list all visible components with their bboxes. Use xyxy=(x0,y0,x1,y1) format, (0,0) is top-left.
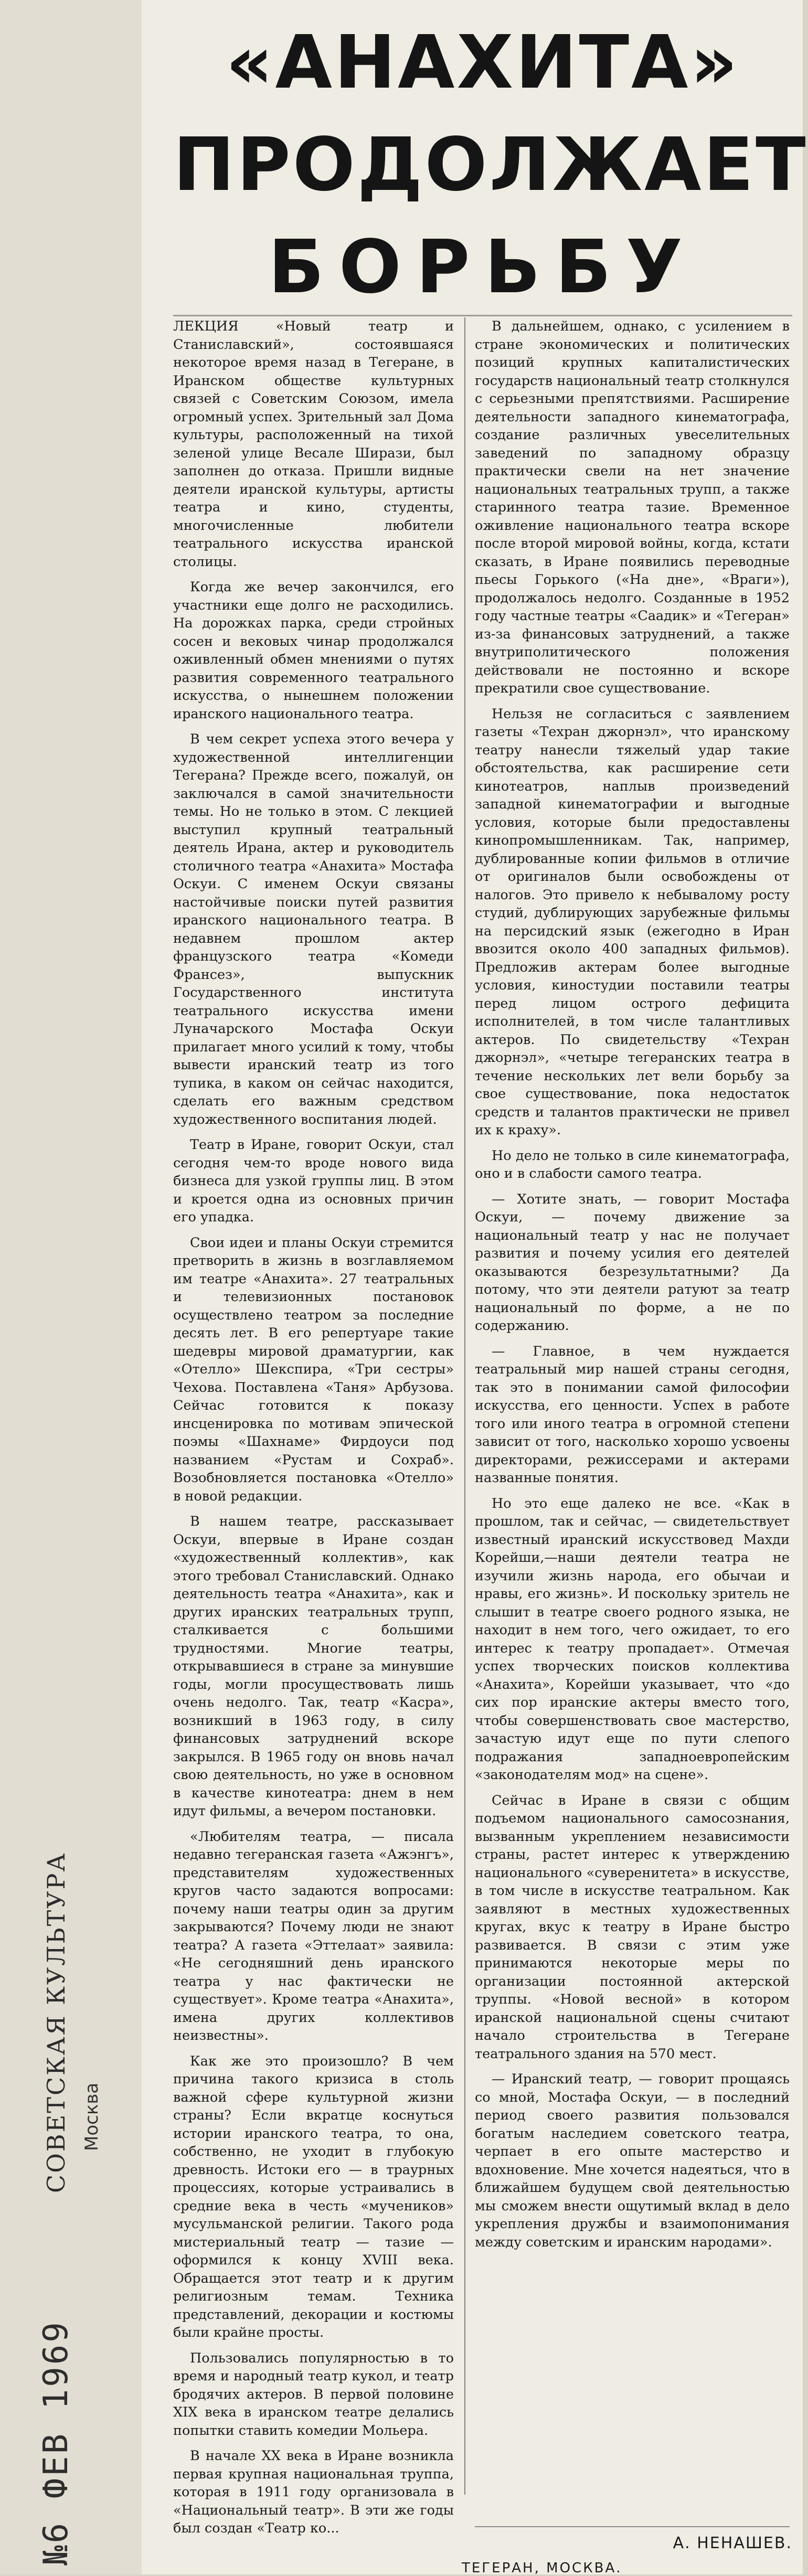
paragraph: Пользовались популярностью в то время и народный театр кукол, и театр бродячих актеров. В первой половине XIX века в иранском театре делались попытки ставить комедии Мольера. xyxy=(173,2350,454,2439)
paragraph: Но дело не только в силе кинематографа, оно и в слабости самого театра. xyxy=(475,1147,790,1181)
paragraph: Когда же вечер закончился, его участники еще долго не расходились. На дорожках парка, среди стройных сосен и вековых чинар продолжался оживленный обмен мнениями о путях развития современного театрального искусства, о нынешнем положении иранского национального театра. xyxy=(173,579,454,722)
paragraph: В нашем театре, рассказывает Оскуи, впервые в Иране создан «художественный коллектив», как этого требовал Станиславский. Однако деятельность театра «Анахита», как и других иранских театральных трупп, сталкивается с большими трудностями. Многие театры, открывавшиеся в стране за минувшие годы, могли просуществовать лишь очень недолго. Так, театр «Касра», возникший в 1963 году, в силу финансовых затруднений вскоре закрылся. В 1965 году он вновь начал свою деятельность, но уже в основном в качестве кинотеатра: днем в нем идут фильмы, а вечером постановки. xyxy=(173,1514,454,1819)
paragraph: В дальнейшем, однако, с усилением в стране экономических и политических позиций крупных капиталистических государств национальный театр столкнулся с серьезными препятствиями. Расширение деятельности западного кинематографа, создание различных увеселительных заведений по западному образцу практически свели на нет значение национальных театральных трупп, а также старинного театра тазие. Временное оживление национального театра вскоре после второй мировой войны, когда, кстати сказать, в Иране появились переводные пьесы Горького («На дне», «Враги»), продолжалось недолго. Созданные в 1952 году частные театры «Саадик» и «Тегеран» из-за финансовых затруднений, а также внутриполитического положения действовали не постоянно и вскоре прекратили свое существование. xyxy=(475,318,790,696)
article-column-left xyxy=(173,317,454,2536)
paragraph: — Хотите знать, — говорит Мостафа Оскуи, — почему движение за национальный театр у нас не получает развития и почему усилия его деятелей оказываются безрезультатными? Да потому, что эти деятели ратуют за театр национальный по форме, а не по содержанию. xyxy=(475,1191,790,1334)
headline-line-3: БОРЬБУ xyxy=(268,225,697,310)
paragraph: Нельзя не согласиться с заявлением газеты «Техран джорнэл», что иранскому театру нанесли тяжелый удар такие обстоятельства, как расширение сети кинотеатров, наплыв произведений западной кинематографии и выгодные условия, которые были предоставлены кинопромышленникам. Так, например, дублированные копии фильмов в отличие от оригиналов были освобождены от налогов. Это привело к небывалому росту студий, дублирующих зарубежные фильмы на персидский язык (ежегодно в Иран ввозится около 400 западных фильмов). Предложив актерам более выгодные условия, киностудии поставили театры перед лицом острого дефицита исполнителей, в том числе талантливых актеров. По свидетельству «Техран джорнэл», «четыре тегеранских театра в течение нескольких лет вели борьбу за свое существование, пока недостаток средств и талантов практически не привел их к краху». xyxy=(475,706,790,1138)
paragraph: ЛЕКЦИЯ «Новый театр и Станиславский», состоявшаяся некоторое время назад в Тегеране, в Иранском обществе культурных связей с Советским Союзом, имела огромный успех. Зрительный зал Дома культуры, расположенный на тихой зеленой улице Весале Ширази, был заполнен до отказа. Пришли видные деятели иранской культуры, артисты театра и кино, студенты, многочисленные любители театрального искусства иранской столицы. xyxy=(173,318,454,570)
paragraph: Театр в Иране, говорит Оскуи, стал сегодня чем-то вроде нового вида бизнеса для узкой группы лиц. В этом и кроется одна из основных причин его упадка. xyxy=(173,1137,454,1225)
date-stamp-text: №6 ФЕВ 1969 xyxy=(37,2320,76,2566)
source-stamp xyxy=(31,1851,136,2204)
paragraph: В чем секрет успеха этого вечера у художественной интеллигенции Тегерана? Прежде всего, пожалуй, он заключался в самой значительности темы. Но не только в этом. С лекцией выступил крупный театральный деятель Ирана, актер и руководитель столичного театра «Анахита» Мостафа Оскуи. С именем Оскуи связаны настойчивые поиски путей развития иранского национального театра. В недавнем прошлом актер французского театра «Комеди Франсез», выпускник Государственного института театрального искусства имени Луначарского Мостафа Оскуи прилагает много усилий к тому, чтобы вывести иранский театр из того тупика, в каком он сейчас находится, сделать его важным средством художественного воспитания людей. xyxy=(173,731,454,1127)
date-stamp xyxy=(31,2272,105,2566)
column-divider xyxy=(464,317,465,2495)
paragraph: «Любителям театра, — писала недавно тегеранская газета «Ажэнгъ», представителям художественных кругов часто задаются вопросами: почему наши театры один за другим закрываются? Почему люди не знают театра? А газета «Эттелаат» заявила: «Не сегодняшний день иранского театра у нас фактически не существует». Кроме театра «Анахита», имена других коллективов неизвестны». xyxy=(173,1828,454,2043)
footer-rule xyxy=(475,2526,790,2527)
dateline: ТЕГЕРАН, МОСКВА. xyxy=(462,2560,622,2576)
headline-line-1: «АНАХИТА» xyxy=(226,20,740,105)
paragraph: В начале XX века в Иране возникла первая крупная национальная труппа, которая в 1911 году организовала в «Национальный театр». В эти же годы был создан «Театр ко... xyxy=(173,2448,454,2536)
paragraph: — Главное, в чем нуждается театральный мир нашей страны сегодня, так это в понимании самой философии искусства, его ценности. Успех в работе того или иного театра в огромной степени зависит от того, насколько хорошо усвоены директорами, режиссерами и актерами названные понятия. xyxy=(475,1343,790,1486)
paragraph: Свои идеи и планы Оскуи стремится претворить в жизнь в возглавляемом им театре «Анахита». 27 театральных и телевизионных постановок осуществлено театром за последние десять лет. В его репертуаре такие шедевры мировой драматургии, как «Отелло» Шекспира, «Три сестры» Чехова. Поставлена «Таня» Арбузова. Сейчас готовится к показу инсценировка по мотивам эпической поэмы «Шахнаме» Фирдоуси под названием «Рустам и Сохраб». Возобновляется постановка «Отелло» в новой редакции. xyxy=(173,1234,454,1504)
source-newspaper-name: СОВЕТСКАЯ КУЛЬТУРА xyxy=(42,1851,70,2193)
headline-rule xyxy=(173,315,792,316)
paragraph: Сейчас в Иране в связи с общим подъемом национального самосознания, вызванным укреплением независимости страны, растет интерес к утверждению национального «суверенитета» в искусстве, в том числе в искусстве театральном. Как заявляют в местных художественных кругах, вкус к театру в Иране быстро развивается. В связи с этим уже принимаются некоторые меры по организации постоянной актерской труппы. «Новой весной» в котором иранской национальной сцены считают начало строительства в Тегеране театрального здания на 570 мест. xyxy=(475,1792,790,2062)
headline-line-2: ПРОДОЛЖАЕТ xyxy=(173,122,808,208)
paragraph: Как же это произошло? В чем причина такого кризиса в столь важной сфере культурной жизни страны? Если вкратце коснуться истории иранского театра, то она, собственно, не уходит в глубокую древность. Истоки его — в траурных процессиях, которые устраивались в средние века в честь «мучеников» мусульманской религии. Такого рода мистериальный театр — тазие — оформился к концу XVIII века. Обращается этот театр и к другим религиозным темам. Техника представлений, декорации и костюмы были крайне просты. xyxy=(173,2053,454,2340)
source-city: Москва xyxy=(81,2082,102,2151)
article-column-right xyxy=(475,317,790,2489)
paragraph: — Иранский театр, — говорит прощаясь со мной, Мостафа Оскуи, — в последний период своего развития пользовался богатым наследием советского театра, черпает в его опыте мастерство и вдохновение. Мне хочется надеяться, что в ближайшем будущем свой деятельностью мы сможем внести ощутимый вклад в дело укрепления дружбы и взаимопонимания между советским и иранским народами». xyxy=(475,2071,790,2250)
author-byline: А. НЕНАШЕВ. xyxy=(673,2534,792,2552)
paragraph: Но это еще далеко не все. «Как в прошлом, так и сейчас, — свидетельствует известный иранский искусствовед Махди Корейши,—наши деятели театра не изучили жизнь народа, его обычаи и нравы, его жизнь». И поскольку зритель не слышит в театре своего родного языка, не находит в нем того, чего ожидает, то его интерес к театру пропадает». Отмечая успех творческих поисков коллектива «Анахита», Корейши указывает, что «до сих пор иранские актеры вместо того, чтобы совершенствовать свое мастерство, зачастую идут еще по пути слепого подражания западноевропейским «законодателям мод» на сцене». xyxy=(475,1495,790,1783)
